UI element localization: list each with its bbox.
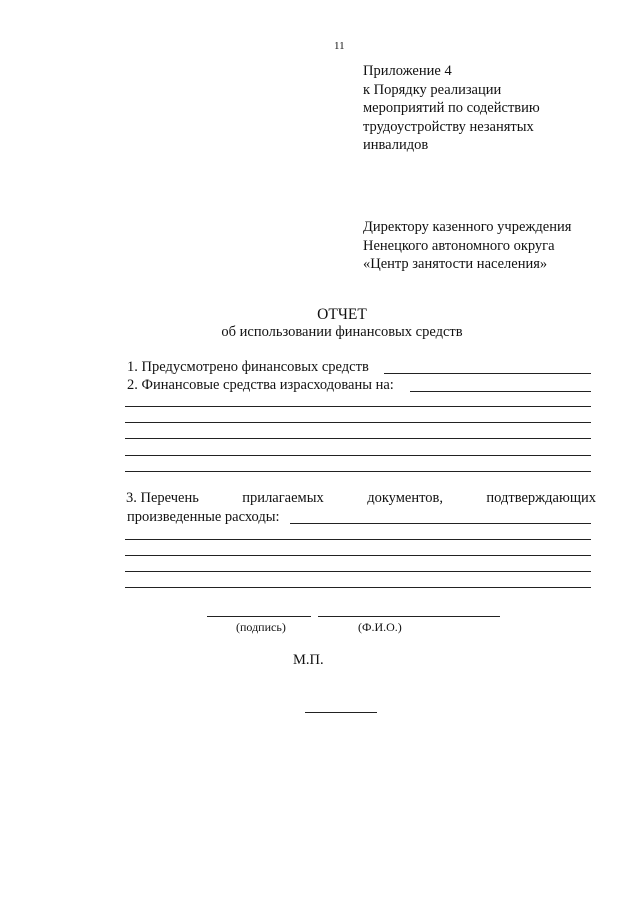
appendix-header (363, 62, 623, 155)
item-3-word: 3. Перечень (126, 490, 199, 506)
footer-divider (305, 712, 377, 713)
document-title: ОТЧЕТ (317, 306, 367, 323)
item-3-blank-line[interactable] (125, 539, 591, 540)
item-3-blank-line[interactable] (290, 523, 591, 524)
full-name-caption: (Ф.И.О.) (358, 620, 402, 634)
item-3-blank-line[interactable] (125, 555, 591, 556)
appendix-line: трудоустройству незанятых (363, 118, 534, 135)
addressee-block (363, 218, 633, 274)
appendix-line: инвалидов (363, 137, 429, 153)
addressee-line: Ненецкого автономного округа (363, 237, 555, 254)
signature-caption: (подпись) (236, 620, 286, 634)
item-2-blank-line[interactable] (125, 422, 591, 423)
item-2-blank-line[interactable] (125, 471, 591, 472)
appendix-line: Приложение 4 (363, 63, 452, 79)
item-2-label: 2. Финансовые средства израсходованы на: (127, 377, 394, 393)
addressee-line: Директору казенного учреждения (363, 219, 572, 235)
item-3-label: произведенные расходы: (127, 509, 280, 525)
item-3-word: документов, (367, 490, 443, 506)
signature-line[interactable] (207, 616, 311, 617)
item-2-blank-line[interactable] (410, 391, 591, 392)
appendix-line: к Порядку реализации (363, 81, 502, 98)
item-1-label: 1. Предусмотрено финансовых средств (127, 359, 369, 375)
item-1-blank-line[interactable] (384, 373, 591, 374)
item-3-blank-line[interactable] (125, 587, 591, 588)
full-name-line[interactable] (318, 616, 500, 617)
stamp-placeholder: М.П. (293, 652, 324, 668)
addressee-line: «Центр занятости населения» (363, 256, 548, 272)
document-subtitle: об использовании финансовых средств (221, 324, 463, 340)
item-3-heading (126, 490, 596, 507)
item-3-blank-line[interactable] (125, 571, 591, 572)
appendix-line: мероприятий по содействию (363, 100, 540, 116)
page-number: 11 (334, 40, 345, 52)
item-2-blank-line[interactable] (125, 438, 591, 439)
item-3-word: прилагаемых (242, 490, 324, 506)
item-2-blank-line[interactable] (125, 455, 591, 456)
item-2-blank-line[interactable] (125, 406, 591, 407)
item-3-word: подтверждающих (486, 490, 596, 506)
